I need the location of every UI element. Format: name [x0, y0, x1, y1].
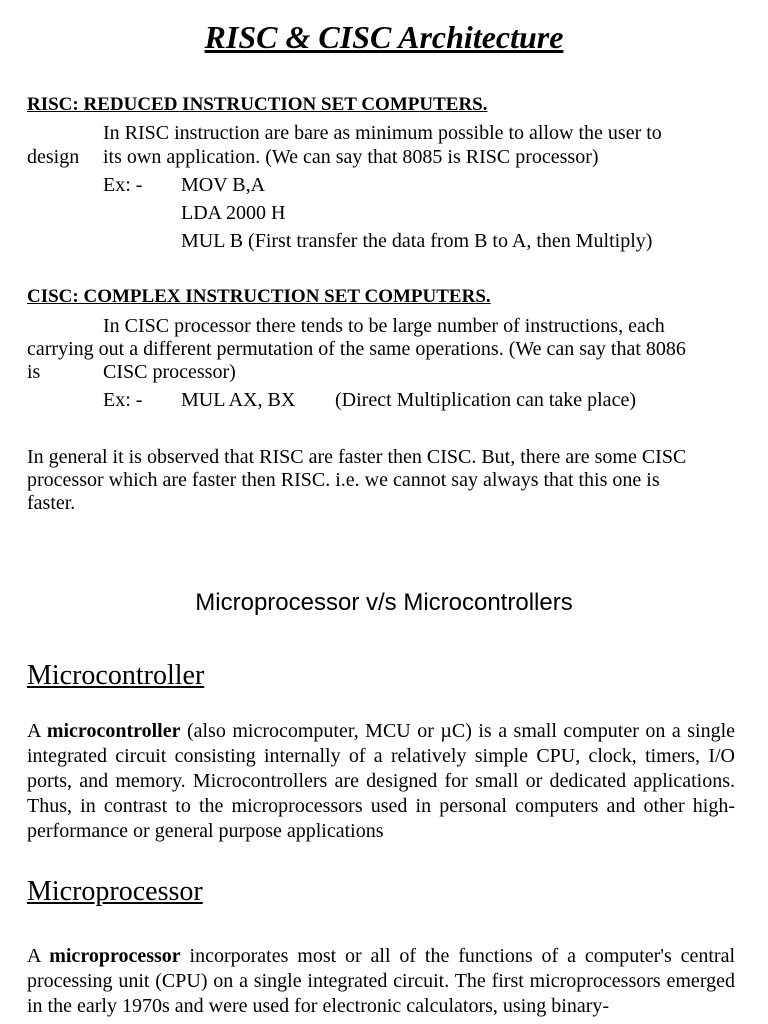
section-title: Microprocessor v/s Microcontrollers [195, 589, 573, 616]
risc-example-label: Ex: - [103, 174, 143, 196]
microprocessor-heading: Microprocessor [27, 876, 203, 907]
general-line-1: In general it is observed that RISC are faster then CISC. But, there are some CISC [27, 446, 687, 468]
page-title: RISC & CISC Architecture [204, 19, 564, 55]
risc-line-2-left: design [27, 146, 80, 168]
risc-example-3: MUL B (First transfer the data from B to A, then Multiply) [181, 230, 653, 252]
microcontroller-term: microcontroller [46, 720, 181, 742]
risc-heading: RISC: REDUCED INSTRUCTION SET COMPUTERS. [27, 94, 488, 115]
microcontroller-paragraph [27, 719, 735, 844]
microcontroller-heading: Microcontroller [27, 660, 205, 691]
microcontroller-article: A [27, 720, 47, 742]
microprocessor-body: incorporates most or all of the functions of a computer's central processing unit (CPU) on a single integrated circuit. The first microprocessors emerged in the early 1970s and were used for electronic calculators, using binary- [27, 945, 736, 1017]
microcontroller-body: (also microcomputer, MCU or µC) is a small computer on a single integrated circuit consisting internally of a relatively simple CPU, clock, timers, I/O ports, and memory. Microcontrollers are designed for small or dedicated applications. Thus, in contrast to the microprocessors used in personal computers and other high-performance or general purpose applications [27, 720, 735, 842]
cisc-line-3-left: is [27, 361, 41, 383]
risc-example-2: LDA 2000 H [181, 202, 286, 224]
risc-example-1: MOV B,A [181, 174, 266, 196]
cisc-line-3-right: CISC processor) [103, 361, 236, 383]
risc-line-1: In RISC instruction are bare as minimum possible to allow the user to [103, 122, 662, 144]
microprocessor-paragraph [27, 944, 735, 1019]
cisc-example-note: (Direct Multiplication can take place) [335, 389, 636, 411]
cisc-example-instruction: MUL AX, BX [181, 389, 296, 411]
microprocessor-article: A [27, 945, 50, 967]
general-line-3: faster. [27, 492, 76, 514]
cisc-line-1: In CISC processor there tends to be large number of instructions, each [103, 315, 665, 337]
microprocessor-term: microprocessor [49, 945, 181, 967]
risc-line-2-right: its own application. (We can say that 8085 is RISC processor) [103, 146, 599, 168]
cisc-example-label: Ex: - [103, 389, 143, 411]
general-line-2: processor which are faster then RISC. i.e. we cannot say always that this one is [27, 469, 660, 491]
cisc-heading: CISC: COMPLEX INSTRUCTION SET COMPUTERS. [27, 286, 491, 307]
cisc-line-2: carrying out a different permutation of the same operations. (We can say that 8086 [27, 338, 686, 360]
